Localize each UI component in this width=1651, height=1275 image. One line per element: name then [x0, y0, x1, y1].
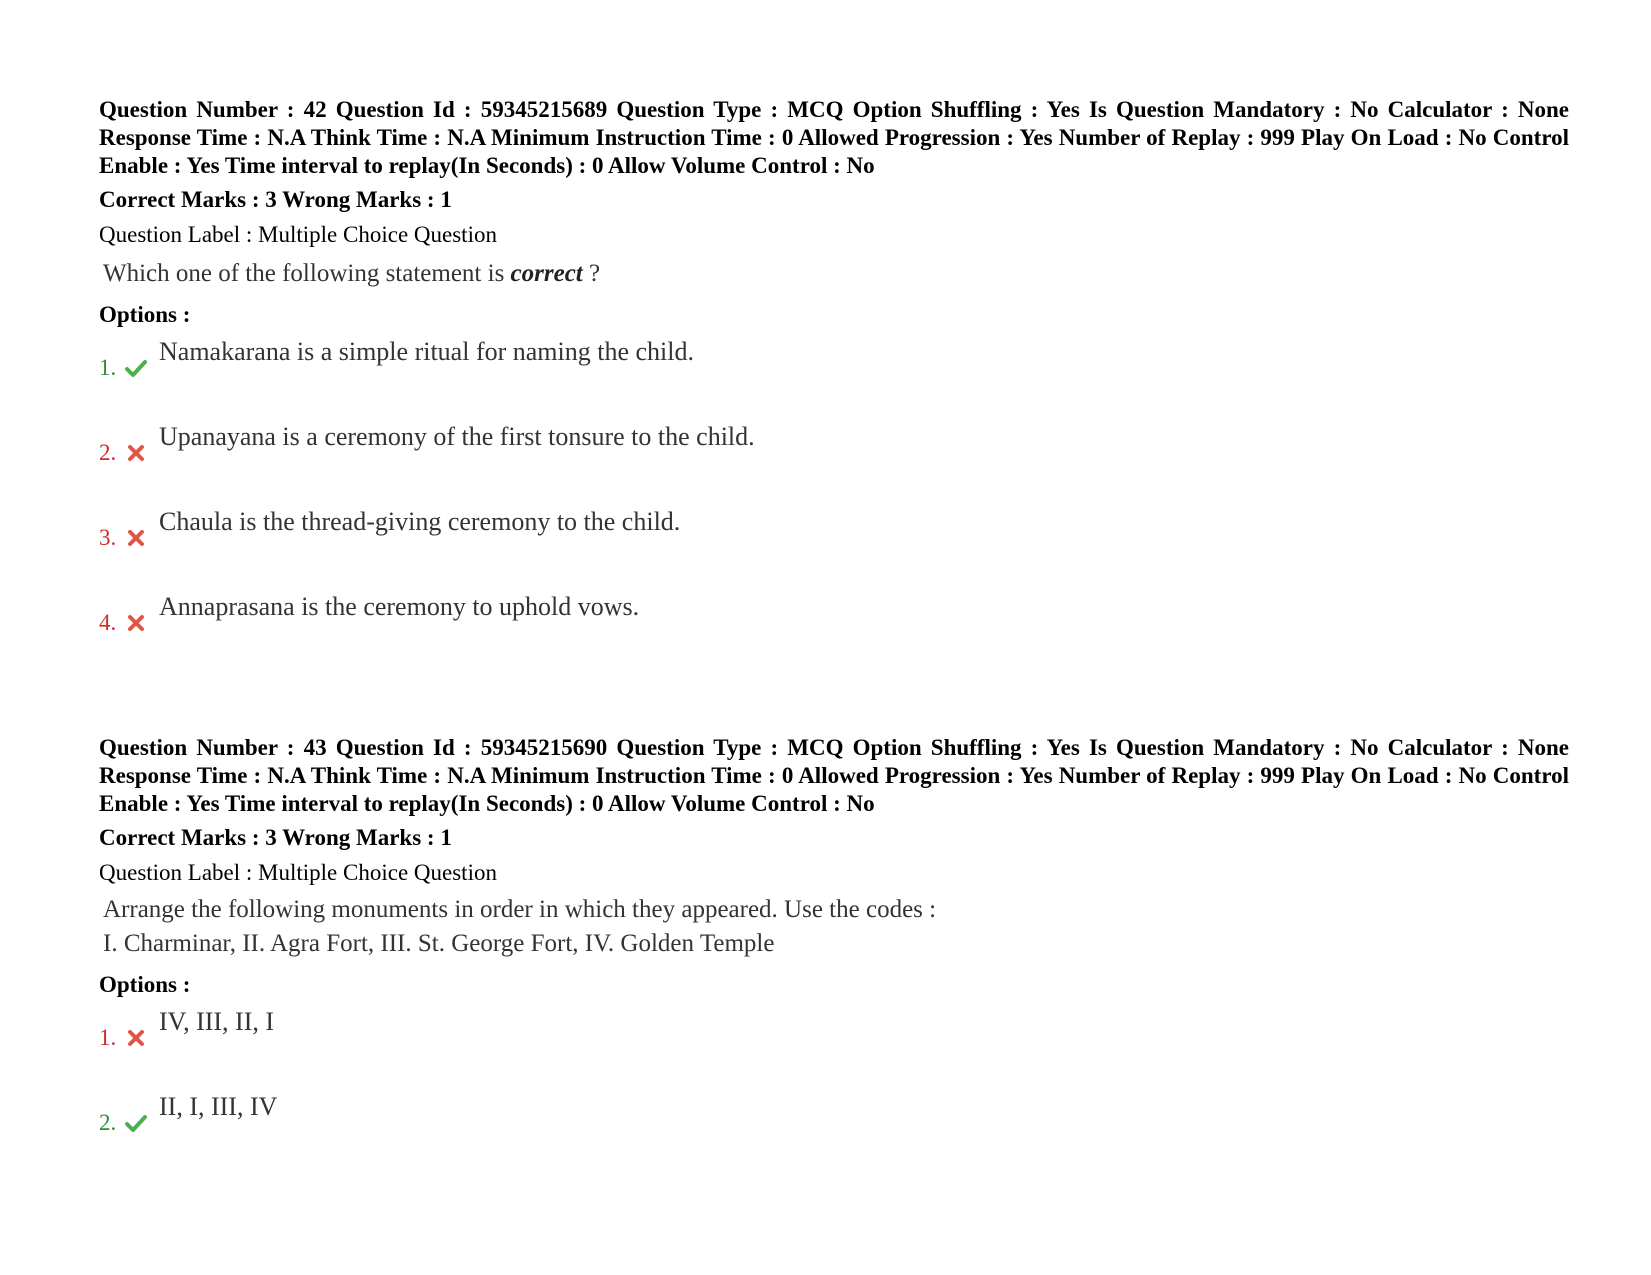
option-text: Annaprasana is the ceremony to uphold vows.: [159, 592, 640, 621]
question-meta: Question Number : 42 Question Id : 59345215689 Question Type : MCQ Option Shuffling : Yes Is Question Mandatory : No Calculator : None Response Time : N.A Think Time : N.A Minimum Instruction Time : 0 Allowed Progression : Yes Number of Replay : 999 Play On Load : No Control Enable : Yes Time interval to replay(In Seconds) : 0 Allow Volume Control : No: [99, 97, 1569, 178]
question-text-before: Which one of the following statement is: [103, 260, 511, 287]
document-page: [99, 96, 1569, 1135]
question-text-line: I. Charminar, II. Agra Fort, III. St. George Fort, IV. Golden Temple: [103, 930, 775, 957]
option-item: [99, 999, 1569, 1084]
question-marks: Correct Marks : 3 Wrong Marks : 1: [99, 825, 452, 850]
cross-icon: [124, 441, 148, 465]
option-item: [99, 1084, 1569, 1169]
options-list: [99, 329, 1569, 669]
option-number: 4.: [99, 610, 117, 635]
question-text-emphasis: correct: [510, 260, 583, 287]
option-number: 1.: [99, 1025, 117, 1050]
option-item: [99, 329, 1569, 414]
options-list: [99, 999, 1569, 1169]
option-text: Upanayana is a ceremony of the first tonsure to the child.: [159, 422, 755, 451]
option-item: [99, 584, 1569, 669]
question-text-after: ?: [582, 260, 601, 287]
cross-icon: [124, 1026, 148, 1050]
option-item: [99, 414, 1569, 499]
question-meta: Question Number : 43 Question Id : 59345215690 Question Type : MCQ Option Shuffling : Yes Is Question Mandatory : No Calculator : None Response Time : N.A Think Time : N.A Minimum Instruction Time : 0 Allowed Progression : Yes Number of Replay : 999 Play On Load : No Control Enable : Yes Time interval to replay(In Seconds) : 0 Allow Volume Control : No: [99, 735, 1569, 816]
option-text: IV, III, II, I: [159, 1007, 275, 1036]
options-heading: Options :: [99, 302, 191, 327]
cross-icon: [124, 611, 148, 635]
cross-icon: [124, 526, 148, 550]
check-icon: [124, 356, 148, 380]
option-number: 2.: [99, 1110, 117, 1135]
option-number: 2.: [99, 440, 117, 465]
option-number: 1.: [99, 355, 117, 380]
option-number: 3.: [99, 525, 117, 550]
check-icon: [124, 1111, 148, 1135]
option-text: Chaula is the thread-giving ceremony to the child.: [159, 507, 681, 536]
question-label: Question Label : Multiple Choice Question: [99, 860, 497, 885]
question-text: [103, 893, 1569, 961]
options-heading: Options :: [99, 972, 191, 997]
question-marks: Correct Marks : 3 Wrong Marks : 1: [99, 187, 452, 212]
question-block: [99, 96, 1569, 669]
question-block: [99, 734, 1569, 1169]
option-text: Namakarana is a simple ritual for naming the child.: [159, 337, 694, 366]
option-text: II, I, III, IV: [159, 1092, 278, 1121]
question-label: Question Label : Multiple Choice Question: [99, 222, 497, 247]
question-text-line: Arrange the following monuments in order in which they appeared. Use the codes :: [103, 896, 937, 923]
option-item: [99, 499, 1569, 584]
question-text: [103, 257, 1569, 291]
